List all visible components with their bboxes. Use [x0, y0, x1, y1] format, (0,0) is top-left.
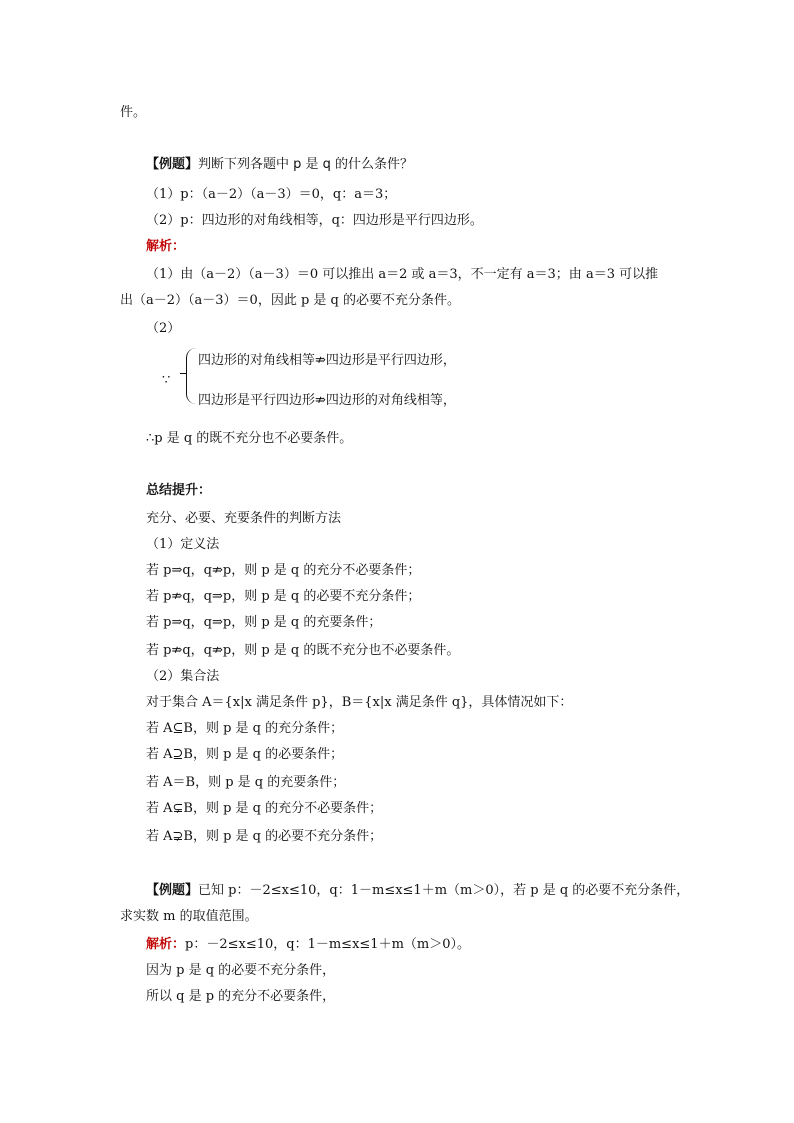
solution-label: 解析：: [146, 937, 186, 952]
example-1-question: 【例题】判断下列各题中 p 是 q 的什么条件？: [146, 157, 414, 172]
summary-title: 总结提升：: [146, 483, 212, 498]
set-rule-2: 若 A⊇B，则 p 是 q 的必要条件；: [146, 747, 344, 762]
example-tag: 【例题】: [146, 883, 199, 898]
solution-2-label: （2）: [146, 321, 181, 336]
set-rule-1: 若 A⊆B，则 p 是 q 的充分条件；: [146, 721, 344, 736]
example-tag: 【例题】: [146, 157, 199, 172]
example-1-item-1: （1）p：（a－2）（a－3）＝0，q：a＝3；: [146, 187, 397, 202]
solution-label: 解析：: [146, 239, 186, 254]
set-rule-3: 若 A＝B，则 p 是 q 的充要条件；: [146, 775, 346, 790]
method-1-title: （1）定义法: [146, 537, 220, 552]
because-symbol: ∵: [162, 373, 171, 388]
set-rule-5: 若 A⊋B，则 p 是 q 的必要不充分条件；: [146, 829, 383, 844]
definition-rule-1: 若 p⇒q，q⇏p，则 p 是 q 的充分不必要条件；: [146, 563, 421, 578]
summary-heading: 充分、必要、充要条件的判断方法: [146, 511, 342, 526]
set-rule-4: 若 A⊊B，则 p 是 q 的充分不必要条件；: [146, 801, 383, 816]
definition-rule-4: 若 p⇏q，q⇏p，则 p 是 q 的既不充分也不必要条件。: [146, 643, 460, 658]
example-2-solution-line-2: 因为 p 是 q 的必要不充分条件，: [146, 963, 336, 978]
continuation-text: 件。: [120, 105, 147, 120]
solution-1-line-a: （1）由（a－2）（a－3）＝0 可以推出 a＝2 或 a＝3，不一定有 a＝3；由 a＝3 可以推: [146, 267, 659, 282]
brace-row-1: 四边形的对角线相等⇏四边形是平行四边形，: [198, 353, 456, 368]
definition-rule-2: 若 p⇏q，q⇒p，则 p 是 q 的必要不充分条件；: [146, 589, 421, 604]
brace-row-2: 四边形是平行四边形⇏四边形的对角线相等，: [198, 393, 456, 408]
example-1-item-2: （2）p：四边形的对角线相等，q：四边形是平行四边形。: [146, 213, 483, 228]
left-brace: [186, 348, 197, 404]
example-2-solution-line-1: 解析：p：－2≤x≤10，q：1－m≤x≤1＋m（m＞0）。: [146, 937, 471, 952]
example-2-solution-line-3: 所以 q 是 p 的充分不必要条件，: [146, 989, 336, 1004]
definition-rule-3: 若 p⇒q，q⇒p，则 p 是 q 的充要条件；: [146, 615, 382, 630]
set-definition: 对于集合 A＝{x|x 满足条件 p}，B＝{x|x 满足条件 q}，具体情况如下：: [146, 695, 573, 710]
example-2-question-line-1: 【例题】已知 p：－2≤x≤10，q：1－m≤x≤1＋m（m＞0），若 p 是 q 的必要不充分条件，: [146, 883, 690, 898]
example-2-question-line-2: 求实数 m 的取值范围。: [120, 909, 258, 924]
solution-1-line-b: 出（a－2）（a－3）＝0，因此 p 是 q 的必要不充分条件。: [120, 293, 460, 308]
therefore-line: ∴p 是 q 的既不充分也不必要条件。: [146, 431, 353, 446]
method-2-title: （2）集合法: [146, 669, 220, 684]
